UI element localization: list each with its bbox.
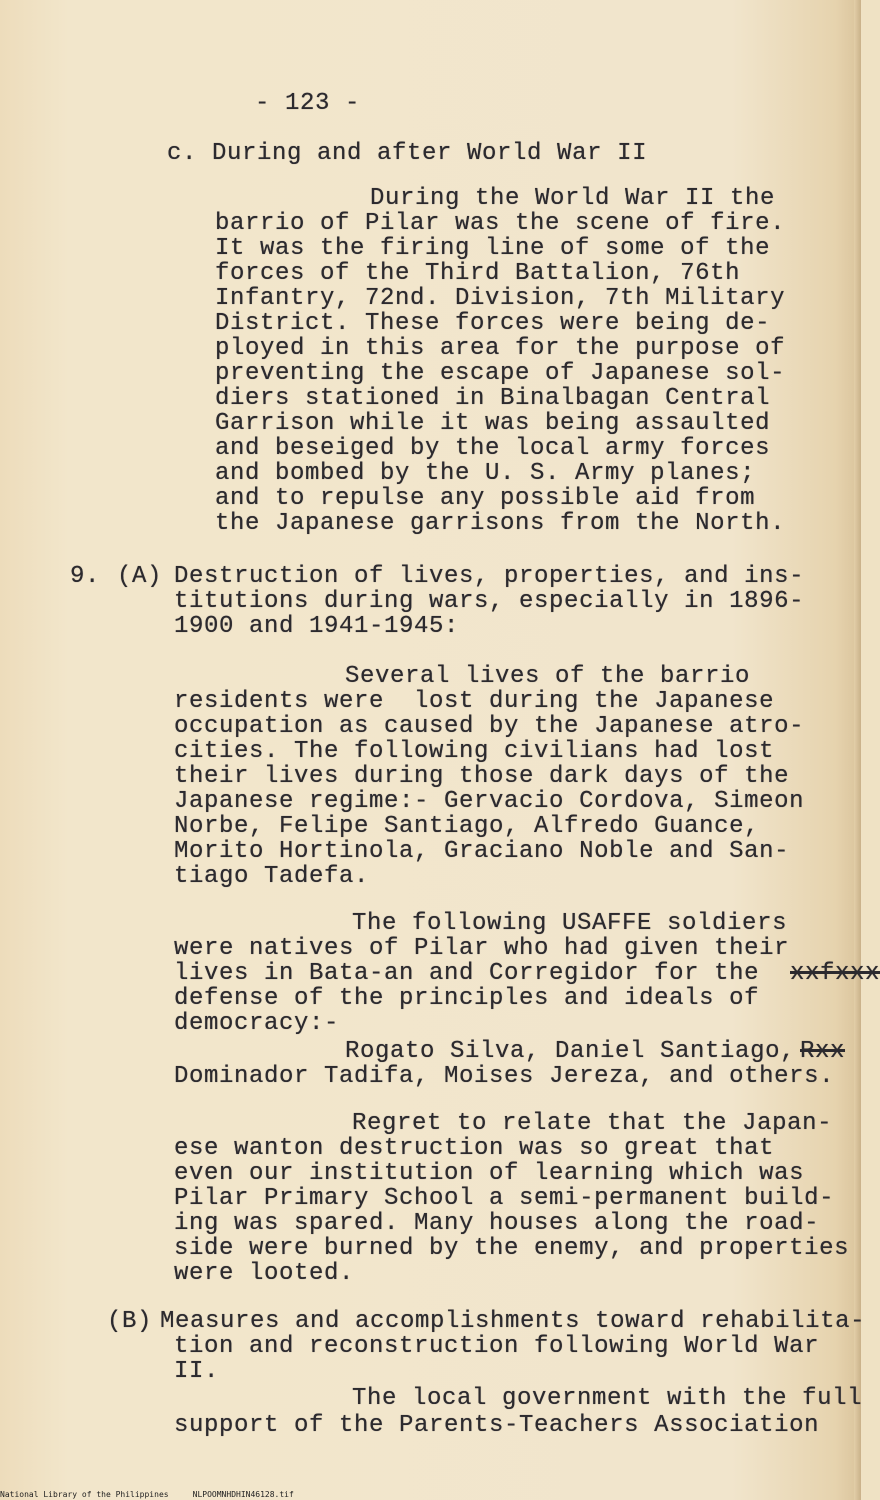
item-b-heading-line: Measures and accomplishments toward rehabilita- bbox=[160, 1308, 866, 1335]
para-lives-line: occupation as caused by the Japanese atro- bbox=[174, 713, 805, 740]
names-line: Dominador Tadifa, Moises Jereza, and others. bbox=[174, 1063, 835, 1090]
para-destruction-line: ing was spared. Many houses along the road- bbox=[174, 1210, 820, 1237]
para-war-line: and bombed by the U. S. Army planes; bbox=[215, 460, 756, 487]
item-a-heading-line: titutions during wars, especially in 1896- bbox=[174, 588, 805, 615]
para-lives-line: Several lives of the barrio bbox=[345, 663, 751, 690]
para-destruction-line: even our institution of learning which was bbox=[174, 1160, 805, 1187]
item-b-heading-line: tion and reconstruction following World War bbox=[174, 1333, 820, 1360]
para-rehab-line: support of the Parents-Teachers Association bbox=[174, 1412, 820, 1439]
para-lives-line: Japanese regime:- Gervacio Cordova, Simeon bbox=[174, 788, 805, 815]
scan-footer: National Library of the Philippines NLPOOMNHDHIN46128.tif bbox=[0, 1490, 294, 1499]
para-lives-line: residents were lost during the Japanese bbox=[174, 688, 775, 715]
names-line: Rogato Silva, Daniel Santiago, bbox=[345, 1038, 796, 1065]
para-lives-line: their lives during those dark days of the bbox=[174, 763, 790, 790]
para-war-line: diers stationed in Binalbagan Central bbox=[215, 385, 771, 412]
para-war-line: During the World War II the bbox=[370, 185, 776, 212]
page-number: - 123 - bbox=[255, 90, 361, 117]
para-war-line: and beseiged by the local army forces bbox=[215, 435, 771, 462]
para-destruction-line: were looted. bbox=[174, 1260, 355, 1287]
item-label-b: (B) bbox=[107, 1308, 153, 1335]
para-usaffe-line: democracy:- bbox=[174, 1010, 340, 1037]
struck-text: Rxx bbox=[800, 1038, 846, 1065]
para-lives-line: tiago Tadefa. bbox=[174, 863, 370, 890]
para-war-line: It was the firing line of some of the bbox=[215, 235, 771, 262]
para-usaffe-line: were natives of Pilar who had given their bbox=[174, 935, 790, 962]
item-label-a: (A) bbox=[117, 563, 163, 590]
para-war-line: Infantry, 72nd. Division, 7th Military bbox=[215, 285, 786, 312]
item-number: 9. bbox=[70, 563, 101, 590]
para-lives-line: Norbe, Felipe Santiago, Alfredo Guance, bbox=[174, 813, 760, 840]
item-a-heading-line: 1900 and 1941-1945: bbox=[174, 613, 460, 640]
item-b-heading-line: II. bbox=[174, 1358, 220, 1385]
item-a-heading-line: Destruction of lives, properties, and ins- bbox=[174, 563, 805, 590]
page-edge bbox=[854, 0, 861, 1500]
para-war-line: and to repulse any possible aid from bbox=[215, 485, 756, 512]
para-usaffe-line: The following USAFFE soldiers bbox=[352, 910, 788, 937]
section-heading-c: c. During and after World War II bbox=[167, 140, 648, 167]
para-war-line: Garrison while it was being assaulted bbox=[215, 410, 771, 437]
para-usaffe-line: lives in Bata-an and Corregidor for the bbox=[174, 960, 760, 987]
para-destruction-line: ese wanton destruction was so great that bbox=[174, 1135, 775, 1162]
para-destruction-line: Pilar Primary School a semi-permanent build- bbox=[174, 1185, 835, 1212]
para-lives-line: Morito Hortinola, Graciano Noble and San- bbox=[174, 838, 790, 865]
para-destruction-line: side were burned by the enemy, and properties bbox=[174, 1235, 850, 1262]
struck-text: xxfxxx bbox=[790, 960, 880, 987]
para-war-line: barrio of Pilar was the scene of fire. bbox=[215, 210, 786, 237]
para-lives-line: cities. The following civilians had lost bbox=[174, 738, 775, 765]
para-war-line: preventing the escape of Japanese sol- bbox=[215, 360, 786, 387]
para-war-line: ployed in this area for the purpose of bbox=[215, 335, 786, 362]
para-war-line: the Japanese garrisons from the North. bbox=[215, 510, 786, 537]
para-war-line: District. These forces were being de- bbox=[215, 310, 771, 337]
para-war-line: forces of the Third Battalion, 76th bbox=[215, 260, 741, 287]
para-usaffe-line: defense of the principles and ideals of bbox=[174, 985, 760, 1012]
para-rehab-line: The local government with the full bbox=[352, 1385, 863, 1412]
para-destruction-line: Regret to relate that the Japan- bbox=[352, 1110, 833, 1137]
